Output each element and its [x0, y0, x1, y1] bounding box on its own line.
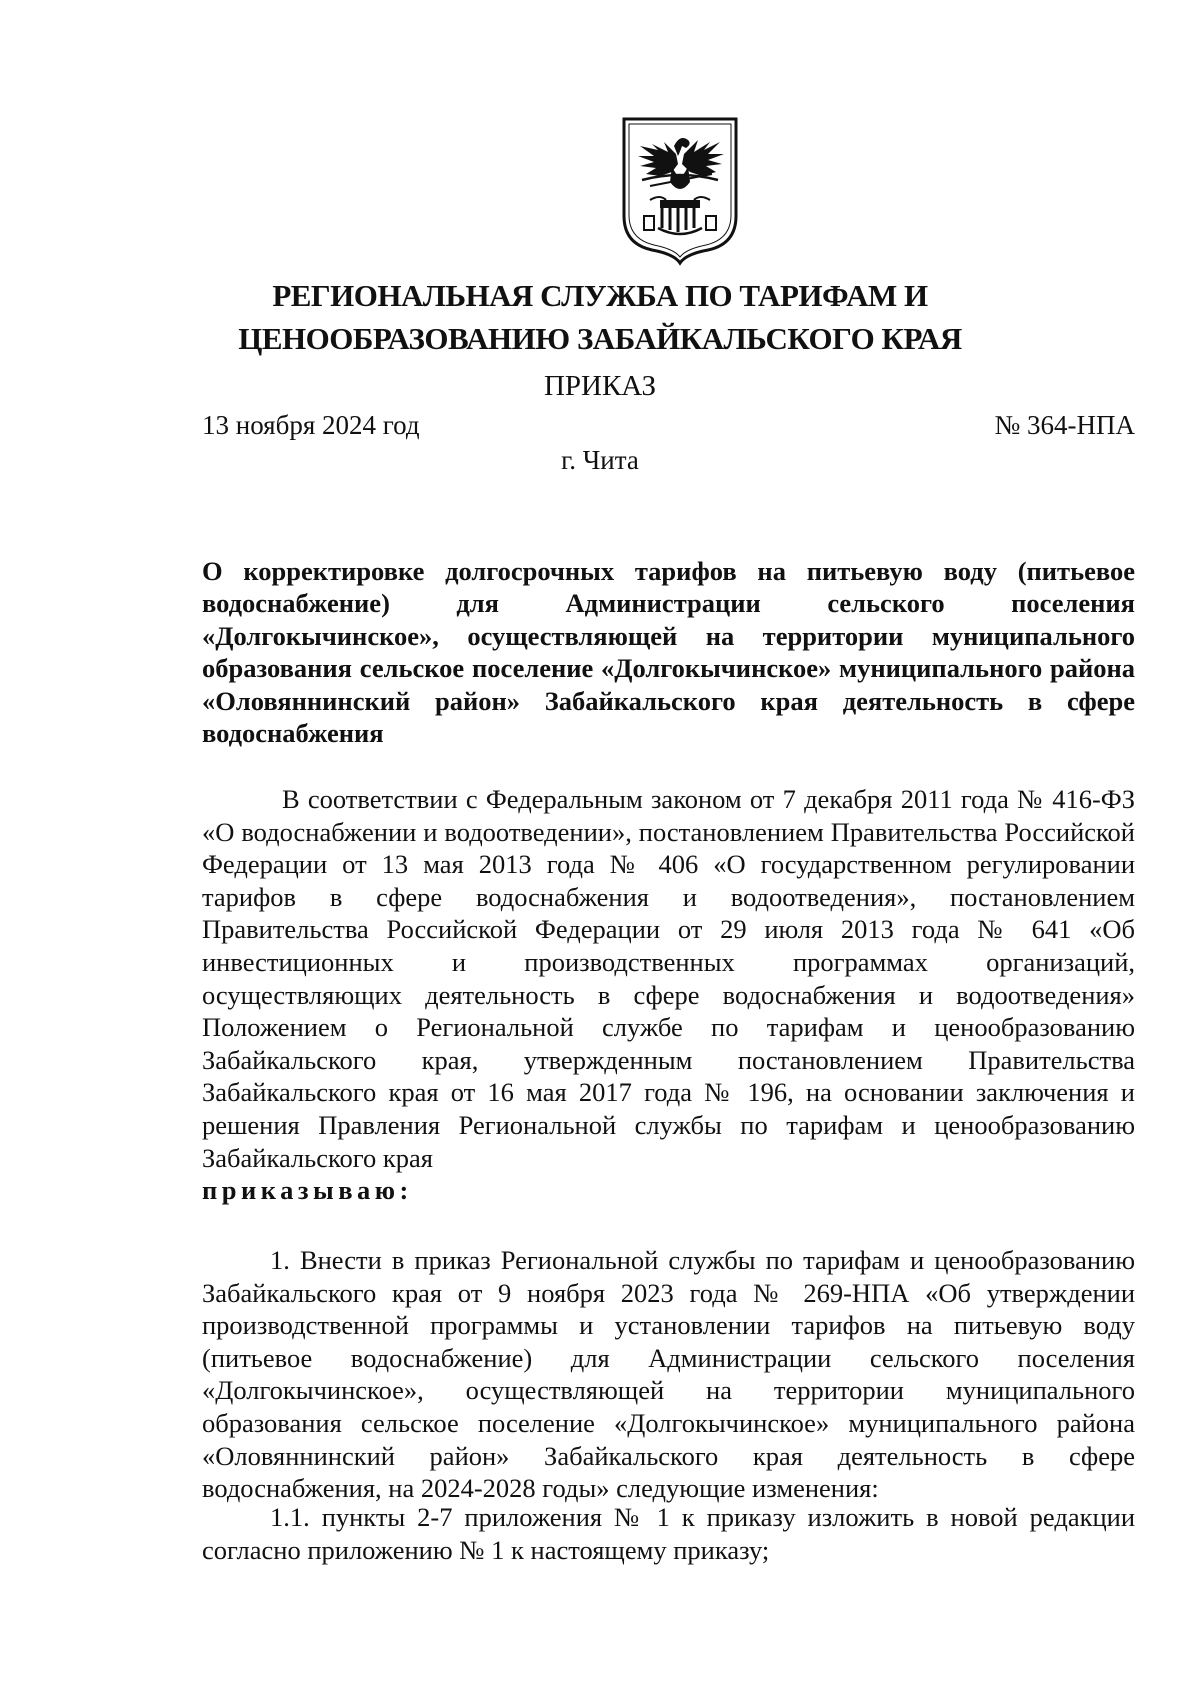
coat-of-arms-icon	[620, 116, 740, 266]
document-number: № 364-НПА	[994, 410, 1135, 440]
document-type: ПРИКАЗ	[543, 370, 657, 402]
document-date: 13 ноября 2024 год	[202, 410, 420, 440]
document-subject: О корректировке долгосрочных тарифов на питьевую воду (питьевое водоснабжение) для Администрации сельского поселения «Долгокычинское», осуществляющей на территории муниципального образования сельское поселение «Долгокычинское» муниципального района «Оловяннинский район» Забайкальского края деятельность в сфере водоснабжения	[202, 556, 1135, 749]
agency-name	[0, 274, 1200, 360]
order-item-1-1: 1.1. пункты 2-7 приложения № 1 к приказу изложить в новой редакции согласно приложению № 1 к настоящему приказу;	[202, 1502, 1135, 1565]
order-word: приказываю:	[202, 1175, 413, 1206]
preamble-paragraph	[202, 783, 1135, 1207]
order-item-1: 1. Внести в приказ Региональной службы по тарифам и ценообразованию Забайкальского края от 9 ноября 2023 года № 269-НПА «Об утверждении производственной программы и установлении тарифов на питьевую воду (питьевое водоснабжение) для Администрации сельского поселения «Долгокычинское», осуществляющей на территории муниципального образования сельское поселение «Долгокычинское» муниципального района «Оловяннинский район» Забайкальского края деятельность в сфере водоснабжения, на 2024-2028 годы» следующие изменения:	[202, 1245, 1135, 1504]
document-city: г. Чита	[561, 445, 639, 475]
agency-name-line-1: РЕГИОНАЛЬНАЯ СЛУЖБА ПО ТАРИФАМ И	[272, 278, 928, 313]
agency-name-line-2: ЦЕНООБРАЗОВАНИЮ ЗАБАЙКАЛЬСКОГО КРАЯ	[238, 321, 962, 356]
preamble-text: В соответствии с Федеральным законом от 7 декабря 2011 года № 416-ФЗ «О водоснабжении и водоотведении», постановлением Правительства Российской Федерации от 13 мая 2013 года № 406 «О государственном регулировании тарифов в сфере водоснабжения и водоотведения», постановлением Правительства Российской Федерации от 29 июля 2013 года № 641 «Об инвестиционных и производственных программах организаций, осуществляющих деятельность в сфере водоснабжения и водоотведения» Положением о Региональной службе по тарифам и ценообразованию Забайкальского края, утвержденным постановлением Правительства Забайкальского края от 16 мая 2017 года № 196, на основании заключения и решения Правления Региональной службы по тарифам и ценообразованию Забайкальского края	[202, 784, 1135, 1173]
